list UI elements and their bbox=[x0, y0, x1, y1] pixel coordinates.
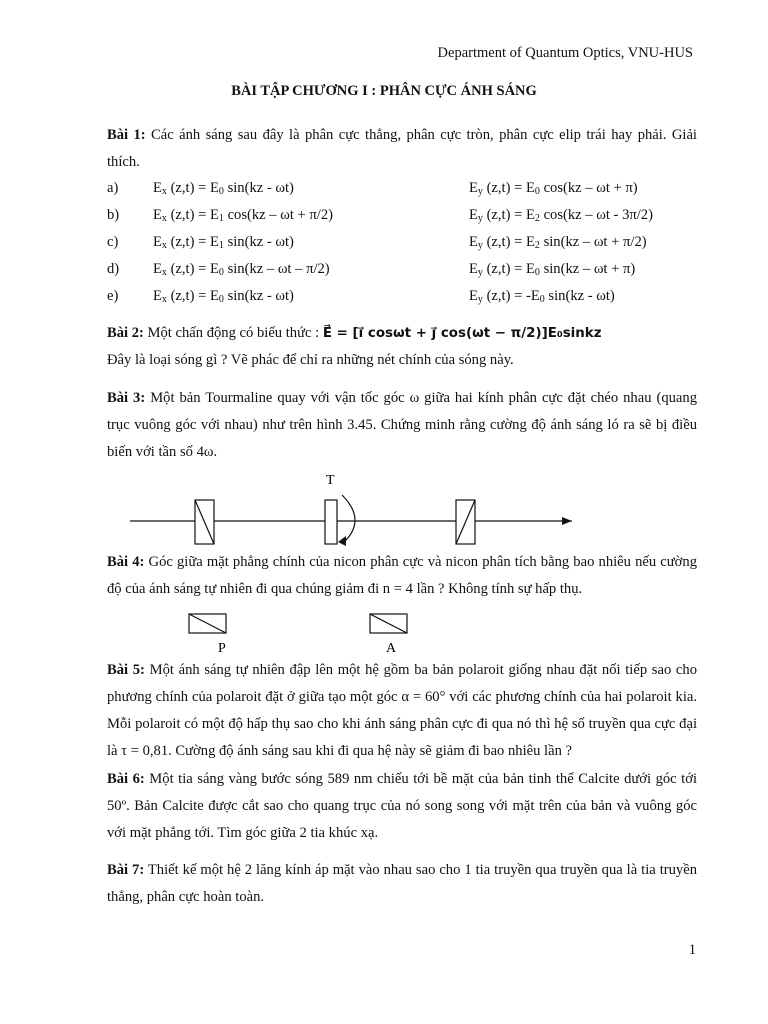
ey-equation-part: y bbox=[477, 267, 483, 278]
exercise-2-body: Một chấn động có biểu thức : bbox=[143, 325, 323, 341]
ex-equation-part: (z,t) = E bbox=[166, 180, 219, 196]
ex-equation-part: x bbox=[161, 186, 167, 197]
ey-equation-part: sin(kz - ωt) bbox=[544, 288, 615, 304]
rotation-arc bbox=[342, 495, 355, 544]
ey-equation-part: E bbox=[469, 207, 478, 223]
equation-row bbox=[107, 207, 707, 229]
ex-equation-part: (z,t) = E bbox=[166, 261, 219, 277]
equation-key: c) bbox=[107, 234, 119, 250]
ex-equation-part: 1 bbox=[218, 240, 224, 251]
ex-equation-part: (z,t) = E bbox=[166, 234, 219, 250]
ex-equation bbox=[153, 207, 333, 224]
ey-equation-part: 2 bbox=[534, 213, 540, 224]
ey-equation-part: E bbox=[469, 288, 478, 304]
ey-equation-part: E bbox=[469, 234, 478, 250]
label-p: P bbox=[218, 641, 226, 656]
page-title: BÀI TẬP CHƯƠNG I : PHÂN CỰC ÁNH SÁNG bbox=[231, 83, 537, 99]
ex-equation-part: (z,t) = E bbox=[166, 207, 219, 223]
exercise-6-label: Bài 6: bbox=[107, 771, 145, 787]
ey-equation-part: y bbox=[477, 213, 483, 224]
ex-equation-part: 0 bbox=[218, 267, 224, 278]
ex-equation-part: 1 bbox=[218, 213, 224, 224]
equation-row bbox=[107, 180, 707, 202]
exercise-5-label: Bài 5: bbox=[107, 662, 145, 678]
exercise-6-body: Một tia sáng vàng bước sóng 589 nm chiếu tới bề mặt của bản tinh thể Calcite dưới góc tới 50º. Bản Calcite được cắt sao cho quang trục của nó song song với mặt trên của bản và vuông góc với mặt phẳng tới. Tìm góc giữa 2 tia khúc xạ. bbox=[107, 771, 698, 841]
exercise-3-label: Bài 3: bbox=[107, 390, 146, 406]
ey-equation bbox=[469, 207, 653, 224]
equation-key: e) bbox=[107, 288, 119, 304]
ey-equation-part: 0 bbox=[534, 186, 540, 197]
ex-equation-part: E bbox=[153, 288, 162, 304]
exercise-4-text bbox=[107, 549, 697, 603]
ey-equation-part: sin(kz – ωt + π/2) bbox=[539, 234, 647, 250]
exercise-3-text bbox=[107, 385, 697, 466]
page-number: 1 bbox=[688, 942, 696, 958]
exercise-2-formula: E⃗ = [i⃗ cosωt + j⃗ cos(ωt − π/2)]E₀sinkz bbox=[322, 326, 602, 341]
ey-equation-part: 2 bbox=[534, 240, 540, 251]
ex-equation-part: E bbox=[153, 261, 162, 277]
exercise-2-question: Đây là loại sóng gì ? Vẽ phác để chỉ ra những nét chính của sóng này. bbox=[107, 352, 514, 368]
ey-equation-part: (z,t) = E bbox=[482, 180, 535, 196]
equation-row bbox=[107, 234, 707, 256]
ey-equation-part: 0 bbox=[539, 294, 545, 305]
ey-equation bbox=[469, 288, 615, 305]
ex-equation-part: x bbox=[161, 213, 167, 224]
tourmaline-label: T bbox=[326, 473, 335, 488]
ey-equation-part: cos(kz – ωt - 3π/2) bbox=[539, 207, 653, 223]
exercise-4-label: Bài 4: bbox=[107, 554, 145, 570]
ex-equation-part: E bbox=[153, 234, 162, 250]
exercise-3-body: Một bản Tourmaline quay với vận tốc góc ω giữa hai kính phân cực đặt chéo nhau (quang trục vuông góc với nhau) như trên hình 3.45. Chứng minh rằng cường độ ánh sáng ló ra sẽ bị điều biến với tần số 4ω. bbox=[107, 390, 697, 460]
nicol-prisms-figure bbox=[180, 610, 420, 660]
ey-equation bbox=[469, 261, 635, 278]
ex-equation bbox=[153, 261, 330, 278]
ex-equation-part: x bbox=[161, 267, 167, 278]
exercise-1-label: Bài 1: bbox=[107, 127, 146, 143]
ey-equation-part: sin(kz – ωt + π) bbox=[539, 261, 636, 277]
tourmaline-setup-figure bbox=[120, 470, 580, 550]
ey-equation-part: E bbox=[469, 261, 478, 277]
ex-equation bbox=[153, 234, 294, 251]
ey-equation bbox=[469, 234, 647, 251]
ey-equation-part: cos(kz – ωt + π) bbox=[539, 180, 638, 196]
exercise-2-text bbox=[107, 320, 697, 374]
ey-equation-part: (z,t) = E bbox=[482, 261, 535, 277]
exercise-7-text bbox=[107, 857, 697, 911]
header-department: Department of Quantum Optics, VNU-HUS bbox=[437, 45, 693, 61]
exercise-1-body: Các ánh sáng sau đây là phân cực thẳng, phân cực tròn, phân cực elip trái hay phải. Giải thích. bbox=[107, 127, 697, 170]
exercise-1-text bbox=[107, 122, 697, 176]
rotation-arrow-icon bbox=[338, 536, 346, 546]
ey-equation-part: (z,t) = E bbox=[482, 234, 535, 250]
equation-key: b) bbox=[107, 207, 120, 223]
tourmaline-plate bbox=[325, 500, 337, 544]
ex-equation-part: E bbox=[153, 180, 162, 196]
exercise-5-body: Một ánh sáng tự nhiên đập lên một hệ gồm ba bản polaroit giống nhau đặt nối tiếp sao cho phương chính của polaroit đặt ở giữa tạo một góc α = 60° với các phương chính của hai polaroit kia. Mỗi polaroit có một độ hấp thụ sao cho khi ánh sáng phân cực đi qua nó thì hệ số truyền qua cực đại là τ = 0,81. Cường độ ánh sáng sau khi đi qua hệ này sẽ giảm đi bao nhiêu lần ? bbox=[107, 662, 698, 759]
exercise-7-label: Bài 7: bbox=[107, 862, 145, 878]
ex-equation bbox=[153, 288, 294, 305]
ey-equation-part: y bbox=[477, 240, 483, 251]
ey-equation-part: (z,t) = E bbox=[482, 207, 535, 223]
ey-equation-part: 0 bbox=[534, 267, 540, 278]
equation-key: d) bbox=[107, 261, 120, 277]
ex-equation-part: cos(kz – ωt + π/2) bbox=[223, 207, 334, 223]
ex-equation-part: sin(kz - ωt) bbox=[223, 234, 294, 250]
ey-equation-part: (z,t) = -E bbox=[482, 288, 540, 304]
label-a: A bbox=[386, 641, 397, 656]
exercise-4-body: Góc giữa mặt phẳng chính của nicon phân cực và nicon phân tích bằng bao nhiêu nếu cường độ của ánh sáng tự nhiên đi qua chúng giảm đi n = 4 lần ? Không tính sự hấp thụ. bbox=[107, 554, 697, 597]
exercise-2-label: Bài 2: bbox=[107, 325, 144, 341]
equation-row bbox=[107, 261, 707, 283]
ex-equation-part: sin(kz – ωt – π/2) bbox=[223, 261, 330, 277]
exercise-6-text bbox=[107, 766, 697, 847]
equation-key: a) bbox=[107, 180, 119, 196]
ey-equation bbox=[469, 180, 638, 197]
ex-equation-part: x bbox=[161, 294, 167, 305]
ey-equation-part: y bbox=[477, 294, 483, 305]
ex-equation-part: 0 bbox=[218, 186, 224, 197]
ex-equation-part: 0 bbox=[218, 294, 224, 305]
ex-equation bbox=[153, 180, 294, 197]
ex-equation-part: (z,t) = E bbox=[166, 288, 219, 304]
ey-equation-part: E bbox=[469, 180, 478, 196]
ex-equation-part: sin(kz - ωt) bbox=[223, 180, 294, 196]
ex-equation-part: E bbox=[153, 207, 162, 223]
equation-row bbox=[107, 288, 707, 310]
arrow-head-icon bbox=[562, 517, 572, 525]
ey-equation-part: y bbox=[477, 186, 483, 197]
exercise-7-body: Thiết kế một hệ 2 lăng kính áp mặt vào nhau sao cho 1 tia truyền qua truyền qua là tia truyền thẳng, phân cực hoàn toàn. bbox=[107, 862, 697, 905]
ex-equation-part: x bbox=[161, 240, 167, 251]
exercise-5-text bbox=[107, 657, 697, 765]
ex-equation-part: sin(kz - ωt) bbox=[223, 288, 294, 304]
